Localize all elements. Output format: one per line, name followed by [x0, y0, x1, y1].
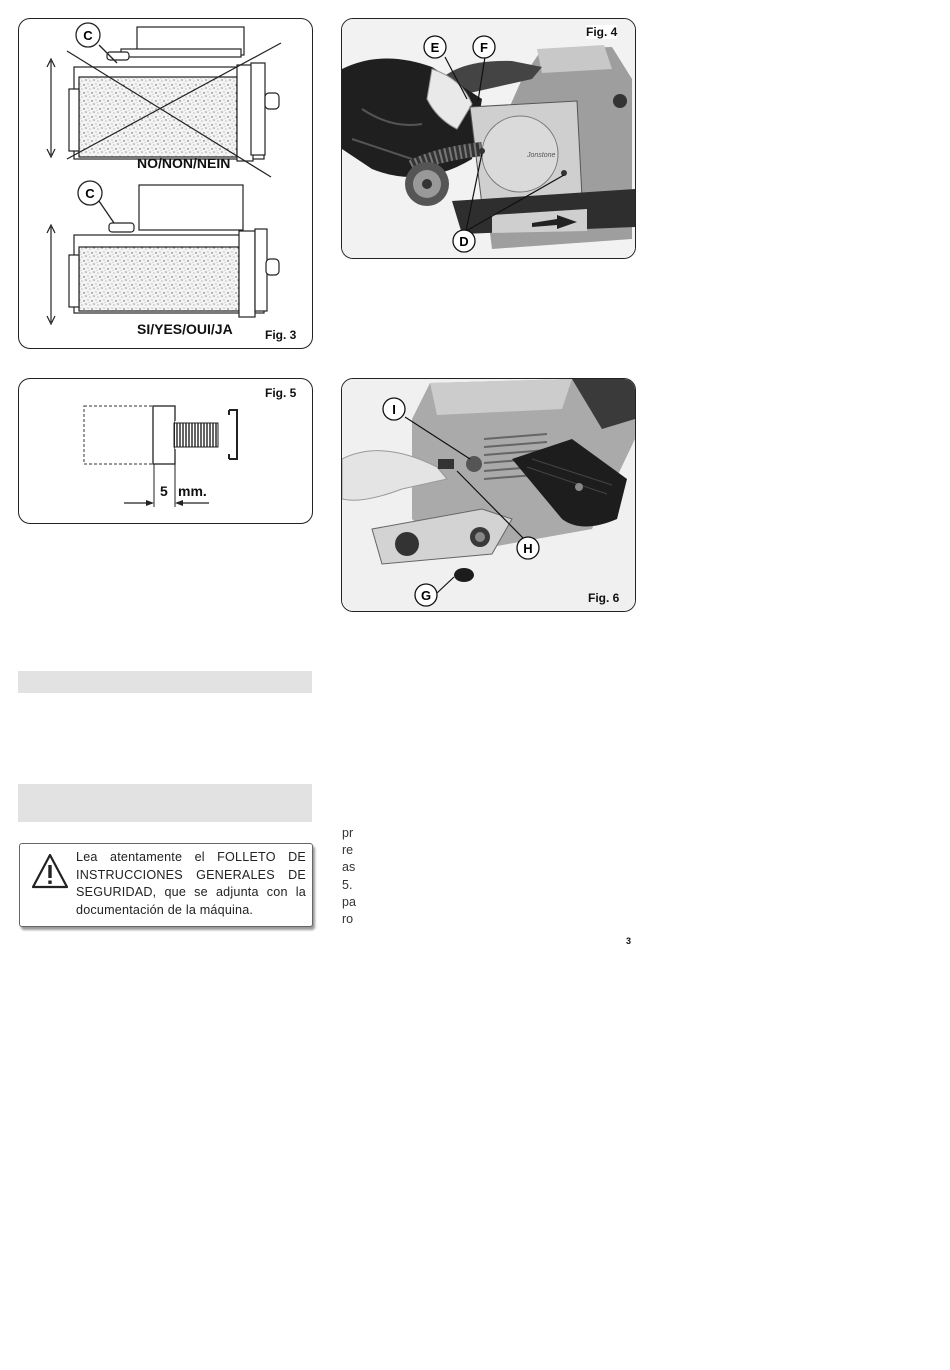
- callout-c-bottom: C: [85, 186, 95, 201]
- truncated-line: pa: [342, 894, 356, 909]
- figure-3-label: Fig. 3: [265, 328, 297, 342]
- callout-c-bottom-leader: [99, 201, 114, 223]
- figure-6-photo: [342, 379, 635, 611]
- dimension-unit: mm.: [178, 483, 207, 499]
- truncated-line: as: [342, 860, 356, 875]
- figure-5-label: Fig. 5: [265, 386, 297, 400]
- dimension-value: 5: [160, 483, 168, 499]
- truncated-line: pr: [342, 826, 354, 840]
- truncated-line: 5.: [342, 877, 353, 892]
- figure-4-label: Fig. 4: [586, 25, 618, 39]
- callout-e: E: [430, 40, 440, 55]
- callout-f: F: [480, 40, 488, 55]
- callout-c-top: C: [83, 28, 93, 43]
- figure-4-panel: [341, 18, 636, 259]
- brush-holder-right-drawing: [47, 185, 279, 324]
- callout-h: H: [523, 541, 533, 556]
- truncated-line: ro: [342, 912, 354, 927]
- figure-3-drawing: [19, 19, 312, 348]
- safety-warning-text: Lea atentamente el FOLLETO DE INSTRUCCIONES GENERALES DE SEGURIDAD, que se adjunta con la documentación de la máquina.: [76, 850, 306, 917]
- figure-4-photo: [342, 19, 635, 258]
- truncated-line: re: [342, 843, 354, 858]
- figure-5-drawing: [19, 379, 312, 523]
- figure-6-panel: [341, 378, 636, 612]
- section-header-bar-1: [18, 671, 312, 693]
- truncated-text-column: [342, 825, 358, 928]
- callout-g: G: [420, 588, 432, 603]
- figure-5-panel: [18, 378, 313, 524]
- warning-triangle-icon: [30, 852, 70, 892]
- callout-i: I: [392, 402, 396, 417]
- caption-wrong: NO/NON/NEIN: [137, 155, 231, 171]
- svg-text:Jonstone: Jonstone: [527, 152, 556, 159]
- figure-6-label: Fig. 6: [588, 591, 620, 605]
- caption-right: SI/YES/OUI/JA: [137, 321, 233, 337]
- figure-3-panel: [18, 18, 313, 349]
- section-header-bar-2: [18, 784, 312, 822]
- page-number: 3: [626, 936, 632, 946]
- callout-d: D: [459, 234, 469, 249]
- safety-warning-box: [19, 843, 313, 927]
